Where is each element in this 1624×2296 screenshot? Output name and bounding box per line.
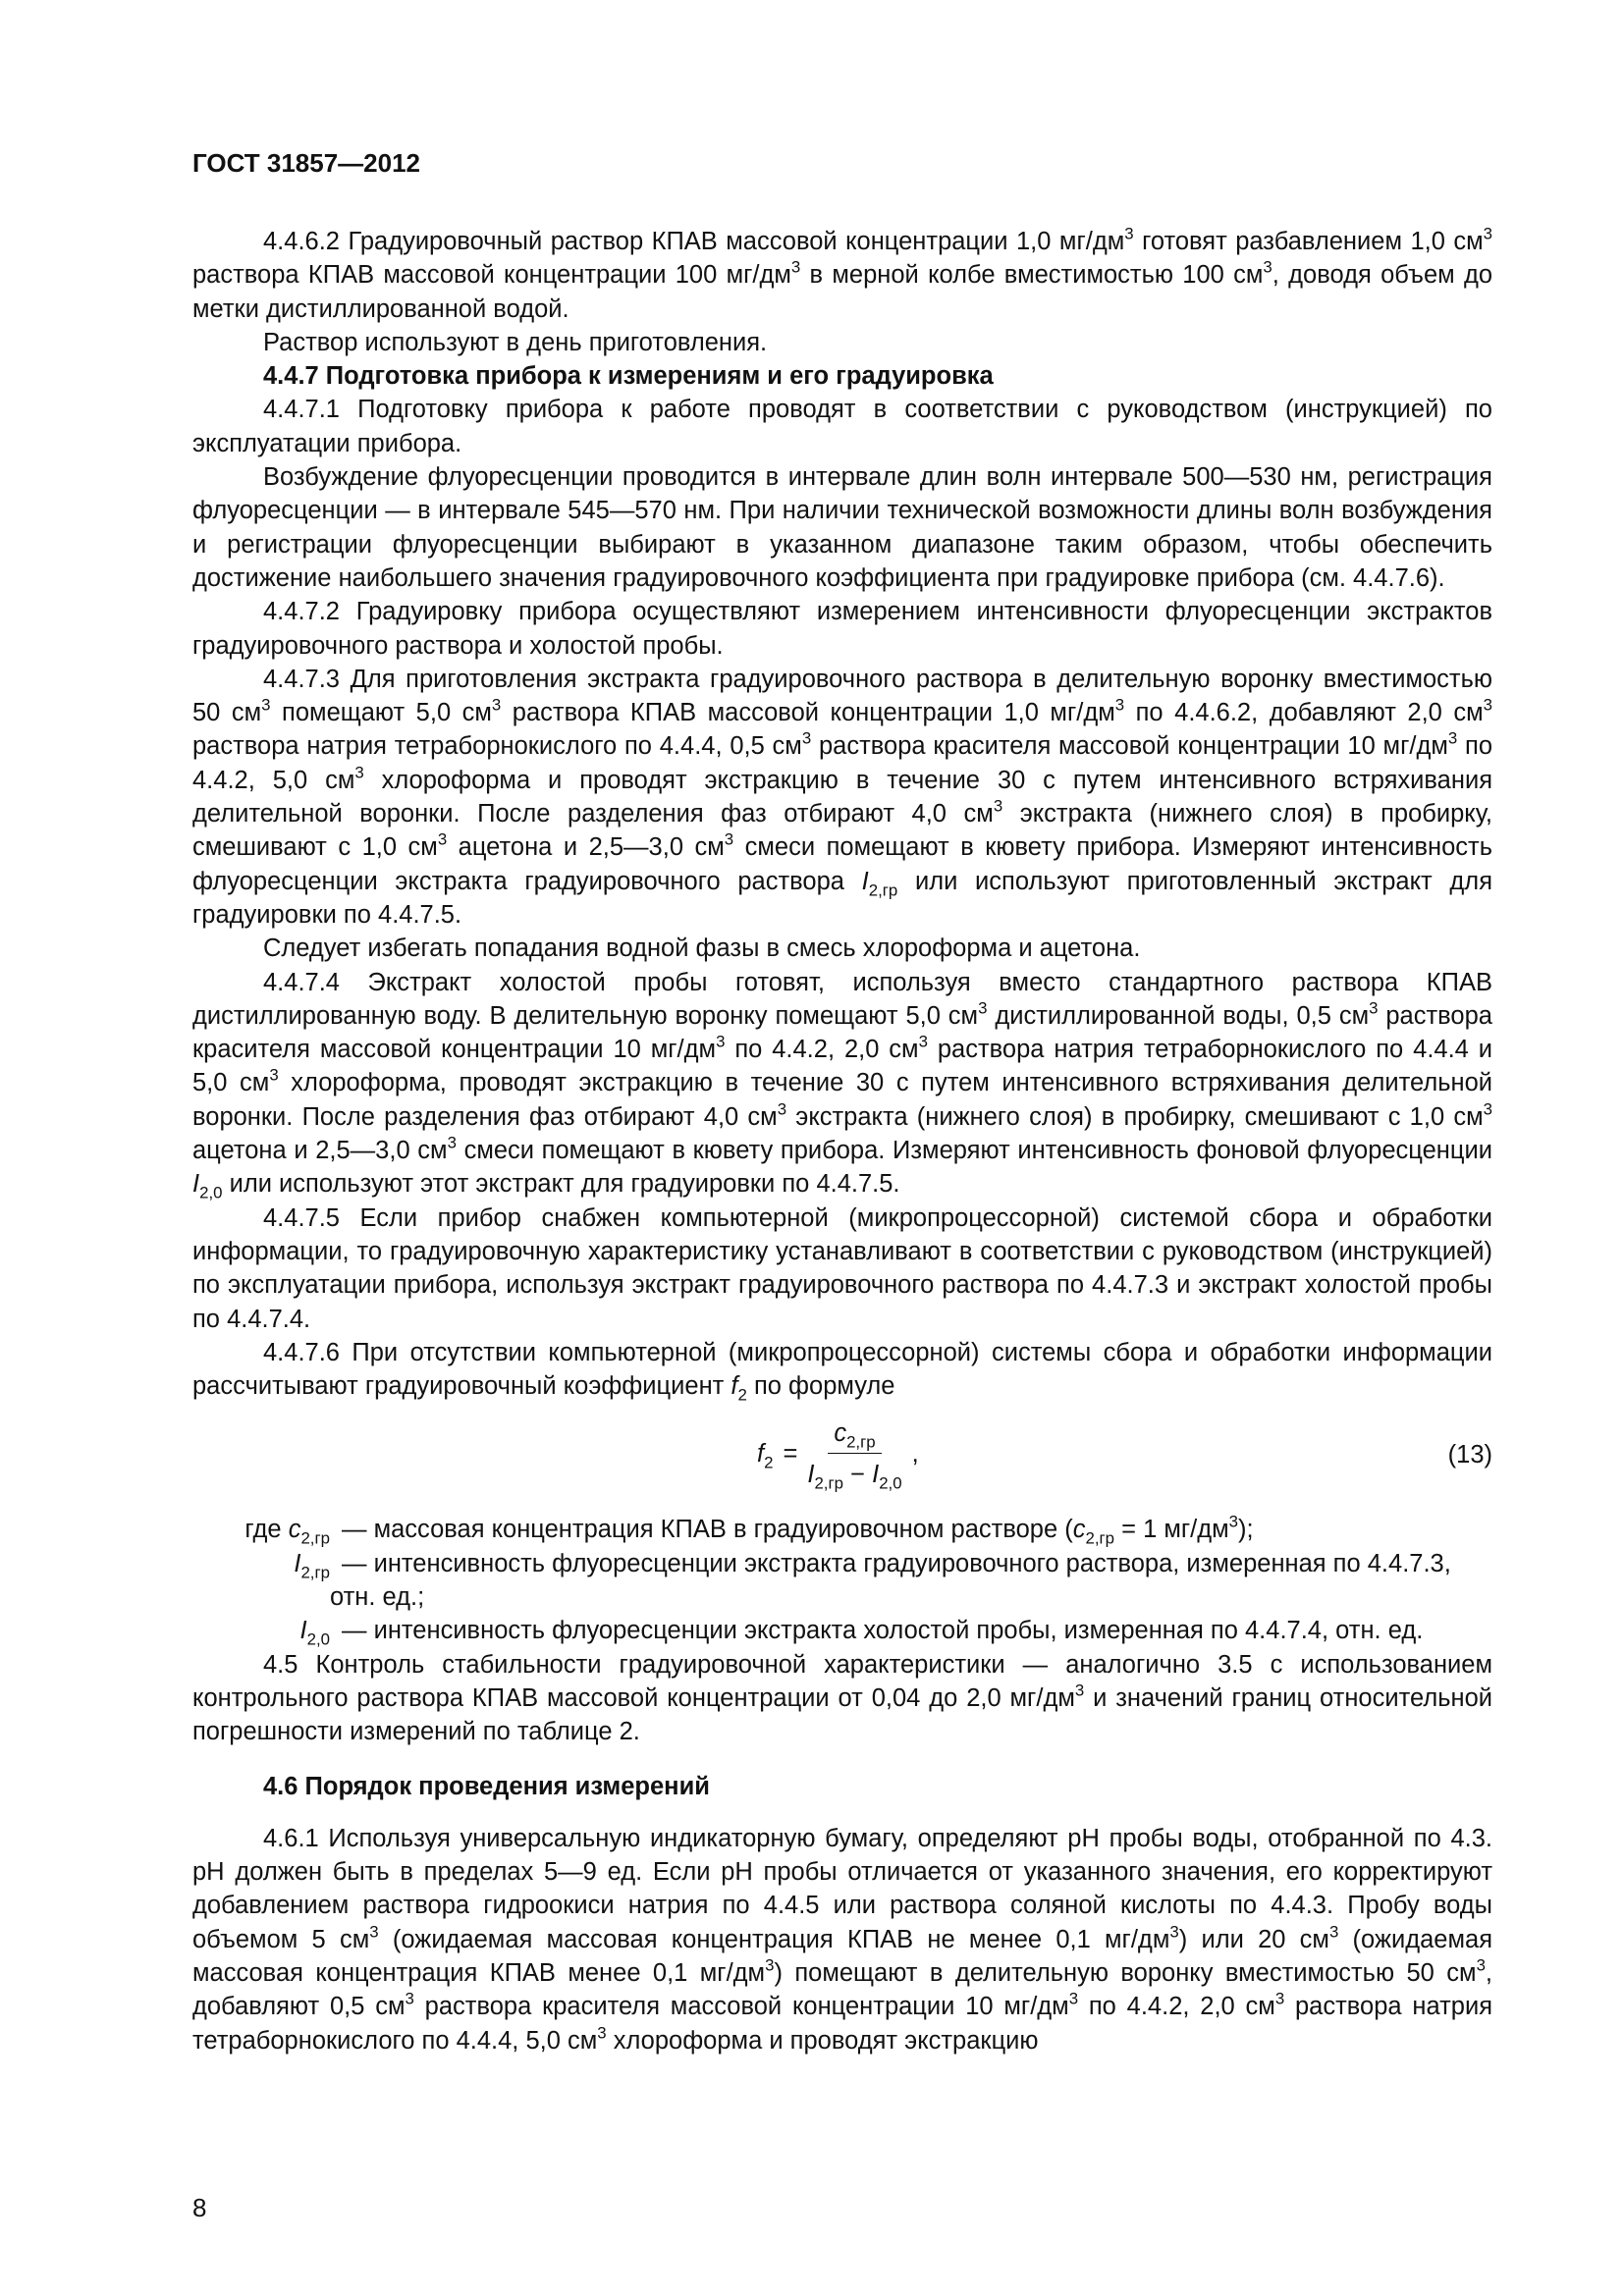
- document-body: [192, 225, 1492, 2057]
- formula-equals: =: [783, 1440, 798, 1468]
- paragraph-4-4-7-6: 4.4.7.6 При отсутствии компьютерной (микропроцессорной) системы сбора и обработки информации рассчитывают градуировочный коэффициент $f_2$ по формуле: [192, 1338, 1492, 1405]
- paragraph-4-4-7-1: 4.4.7.1 Подготовку прибора к работе проводят в соответствии с руководством (инструкцией) по эксплуатации прибора.: [192, 396, 1492, 457]
- formula-13: [192, 1403, 1492, 1511]
- legend-symbol: где $c_{2,гр}$: [244, 1516, 330, 1549]
- legend-description: — интенсивность флуоресценции экстракта холостой пробы, измеренная по 4.4.7.4, отн. ед.: [342, 1617, 1424, 1645]
- paragraph-4-4-7-4: 4.4.7.4 Экстракт холостой пробы готовят, используя вместо стандартного раствора КПАВ дистиллированную воду. В делительную воронку помещают 5,0 $см^3$ дистиллированной воды, 0,5 $см^3$ раствора красителя массовой концентрации 10 $мг/дм^3$ по 4.4.2, 2,0 $см^3$ раствора натрия тетраборнокислого по 4.4.4 и 5,0 $см^3$ хлороформа, проводят экстракцию в течение 30 с путем интенсивного встряхивания делительной воронки. После разделения фаз отбирают 4,0 $см^3$ экстракта (нижнего слоя) в пробирку, смешивают с 1,0 $см^3$ ацетона и 2,5—3,0 $см^3$ смеси помещают в кювету прибора. Измеряют интенсивность фоновой флуоресценции $I_{2,0}$ или используют этот экстракт для градуировки по 4.4.7.5.: [192, 968, 1493, 1203]
- paragraph-solution-usage: Раствор используют в день приготовления.: [263, 328, 768, 356]
- paragraph-4-6-1: 4.6.1 Используя универсальную индикаторную бумагу, определяют pH пробы воды, отобранной по 4.3. pH должен быть в пределах 5—9 ед. Если pH пробы отличается от указанного значения, его корректируют добавлением раствора гидроокиси натрия по 4.4.5 или раствора соляной кислоты по 4.4.3. Пробу воды объемом 5 $см^3$ (ожидаемая массовая концентрация КПАВ не менее 0,1 $мг/дм^3$) или 20 $см^3$ (ожидаемая массовая концентрация КПАВ менее 0,1 $мг/дм^3$) помещают в делительную воронку вместимостью 50 $см^3$, добавляют 0,5 $см^3$ раствора красителя массовой концентрации 10 $мг/дм^3$ по 4.4.2, 2,0 $см^3$ раствора натрия тетраборнокислого по 4.4.4, 5,0 $см^3$ хлороформа и проводят экстракцию: [192, 1824, 1493, 2055]
- heading-4-6: 4.6 Порядок проведения измерений: [263, 1773, 710, 1801]
- paragraph-excitation: Возбуждение флуоресценции проводится в интервале длин волн интервале 500—530 нм, регистрация флуоресценции — в интервале 545—570 нм. При наличии технической возможности длины волн возбуждения и регистрации флуоресценции выбирают в указанном диапазоне таким образом, чтобы обеспечить достижение наибольшего значения градуировочного коэффициента при градуировке прибора (см. 4.4.7.6).: [192, 463, 1492, 592]
- document-page: [192, 0, 1492, 2296]
- legend-row-i20: [192, 1614, 1492, 1647]
- legend-description: — интенсивность флуоресценции экстракта градуировочного раствора, измеренная по 4.4.7.3, отн. ед.;: [330, 1549, 1451, 1611]
- paragraph-4-5: 4.5 Контроль стабильности градуировочной характеристики — аналогично 3.5 с использованием контрольного раствора КПАВ массовой концентрации от 0,04 до 2,0 $мг/дм^3$ и значений границ относительной погрешности измерений по таблице 2.: [192, 1650, 1492, 1746]
- legend-description: — массовая концентрация КПАВ в градуировочном растворе ($c_{2,гр} = 1$ $мг/дм^3$);: [342, 1512, 1254, 1549]
- formula-lhs: $f_2$: [757, 1440, 774, 1472]
- legend-row-i2gr: [192, 1547, 1492, 1615]
- paragraph-4-4-7-2: 4.4.7.2 Градуировку прибора осуществляют измерением интенсивности флуоресценции экстрактов градуировочного раствора и холостой пробы.: [192, 598, 1492, 660]
- document-header: ГОСТ 31857—2012: [192, 148, 420, 178]
- formula-comma: ,: [911, 1440, 919, 1468]
- paragraph-4-4-7-5: 4.4.7.5 Если прибор снабжен компьютерной (микропроцессорной) системой сбора и обработки информации, то градуировочную характеристику устанавливают в соответствии с руководством (инструкцией) по эксплуатации прибора, используя экстракт градуировочного раствора по 4.4.7.3 и экстракт холостой пробы по 4.4.7.4.: [192, 1203, 1492, 1333]
- paragraph-4-4-7-3: 4.4.7.3 Для приготовления экстракта градуировочного раствора в делительную воронку вместимостью 50 $см^3$ помещают 5,0 $см^3$ раствора КПАВ массовой концентрации 1,0 $мг/дм^3$ по 4.4.6.2, добавляют 2,0 $см^3$ раствора натрия тетраборнокислого по 4.4.4, 0,5 $см^3$ раствора красителя массовой концентрации 10 $мг/дм^3$ по 4.4.2, 5,0 $см^3$ хлороформа и проводят экстракцию в течение 30 с путем интенсивного встряхивания делительной воронки. После разделения фаз отбирают 4,0 $см^3$ экстракта (нижнего слоя) в пробирку, смешивают с 1,0 $см^3$ ацетона и 2,5—3,0 $см^3$ смеси помещают в кювету прибора. Измеряют интенсивность флуоресценции экстракта градуировочного раствора $I_{2,гр}$ или используют приготовленный экстракт для градуировки по 4.4.7.5.: [192, 665, 1493, 929]
- formula-number: (13): [1447, 1441, 1492, 1469]
- page-number: 8: [192, 2193, 207, 2222]
- paragraph-4-4-6-2: 4.4.6.2 Градуировочный раствор КПАВ массовой концентрации 1,0 $мг/дм^3$ готовят разбавлением 1,0 $см^3$ раствора КПАВ массовой концентрации 100 $мг/дм^3$ в мерной колбе вместимостью 100 $см^3$, доводя объем до метки дистиллированной водой.: [192, 224, 1493, 323]
- legend-symbol: $I_{2,гр}$: [294, 1549, 330, 1582]
- paragraph-avoid-water: Следует избегать попадания водной фазы в смесь хлороформа и ацетона.: [263, 934, 1141, 963]
- legend-row-c2gr: [192, 1512, 1492, 1549]
- legend-symbol: $I_{2,0}$: [299, 1617, 330, 1649]
- formula-legend: [192, 1513, 1492, 1647]
- heading-4-4-7: 4.4.7 Подготовка прибора к измерениям и его градуировка: [263, 362, 994, 391]
- formula-expression: [757, 1418, 919, 1494]
- formula-fraction: [801, 1418, 907, 1494]
- formula-denominator: $I_{2,гр} - I_{2,0}$: [807, 1461, 902, 1494]
- formula-numerator: $c_{2,гр}$: [828, 1418, 881, 1454]
